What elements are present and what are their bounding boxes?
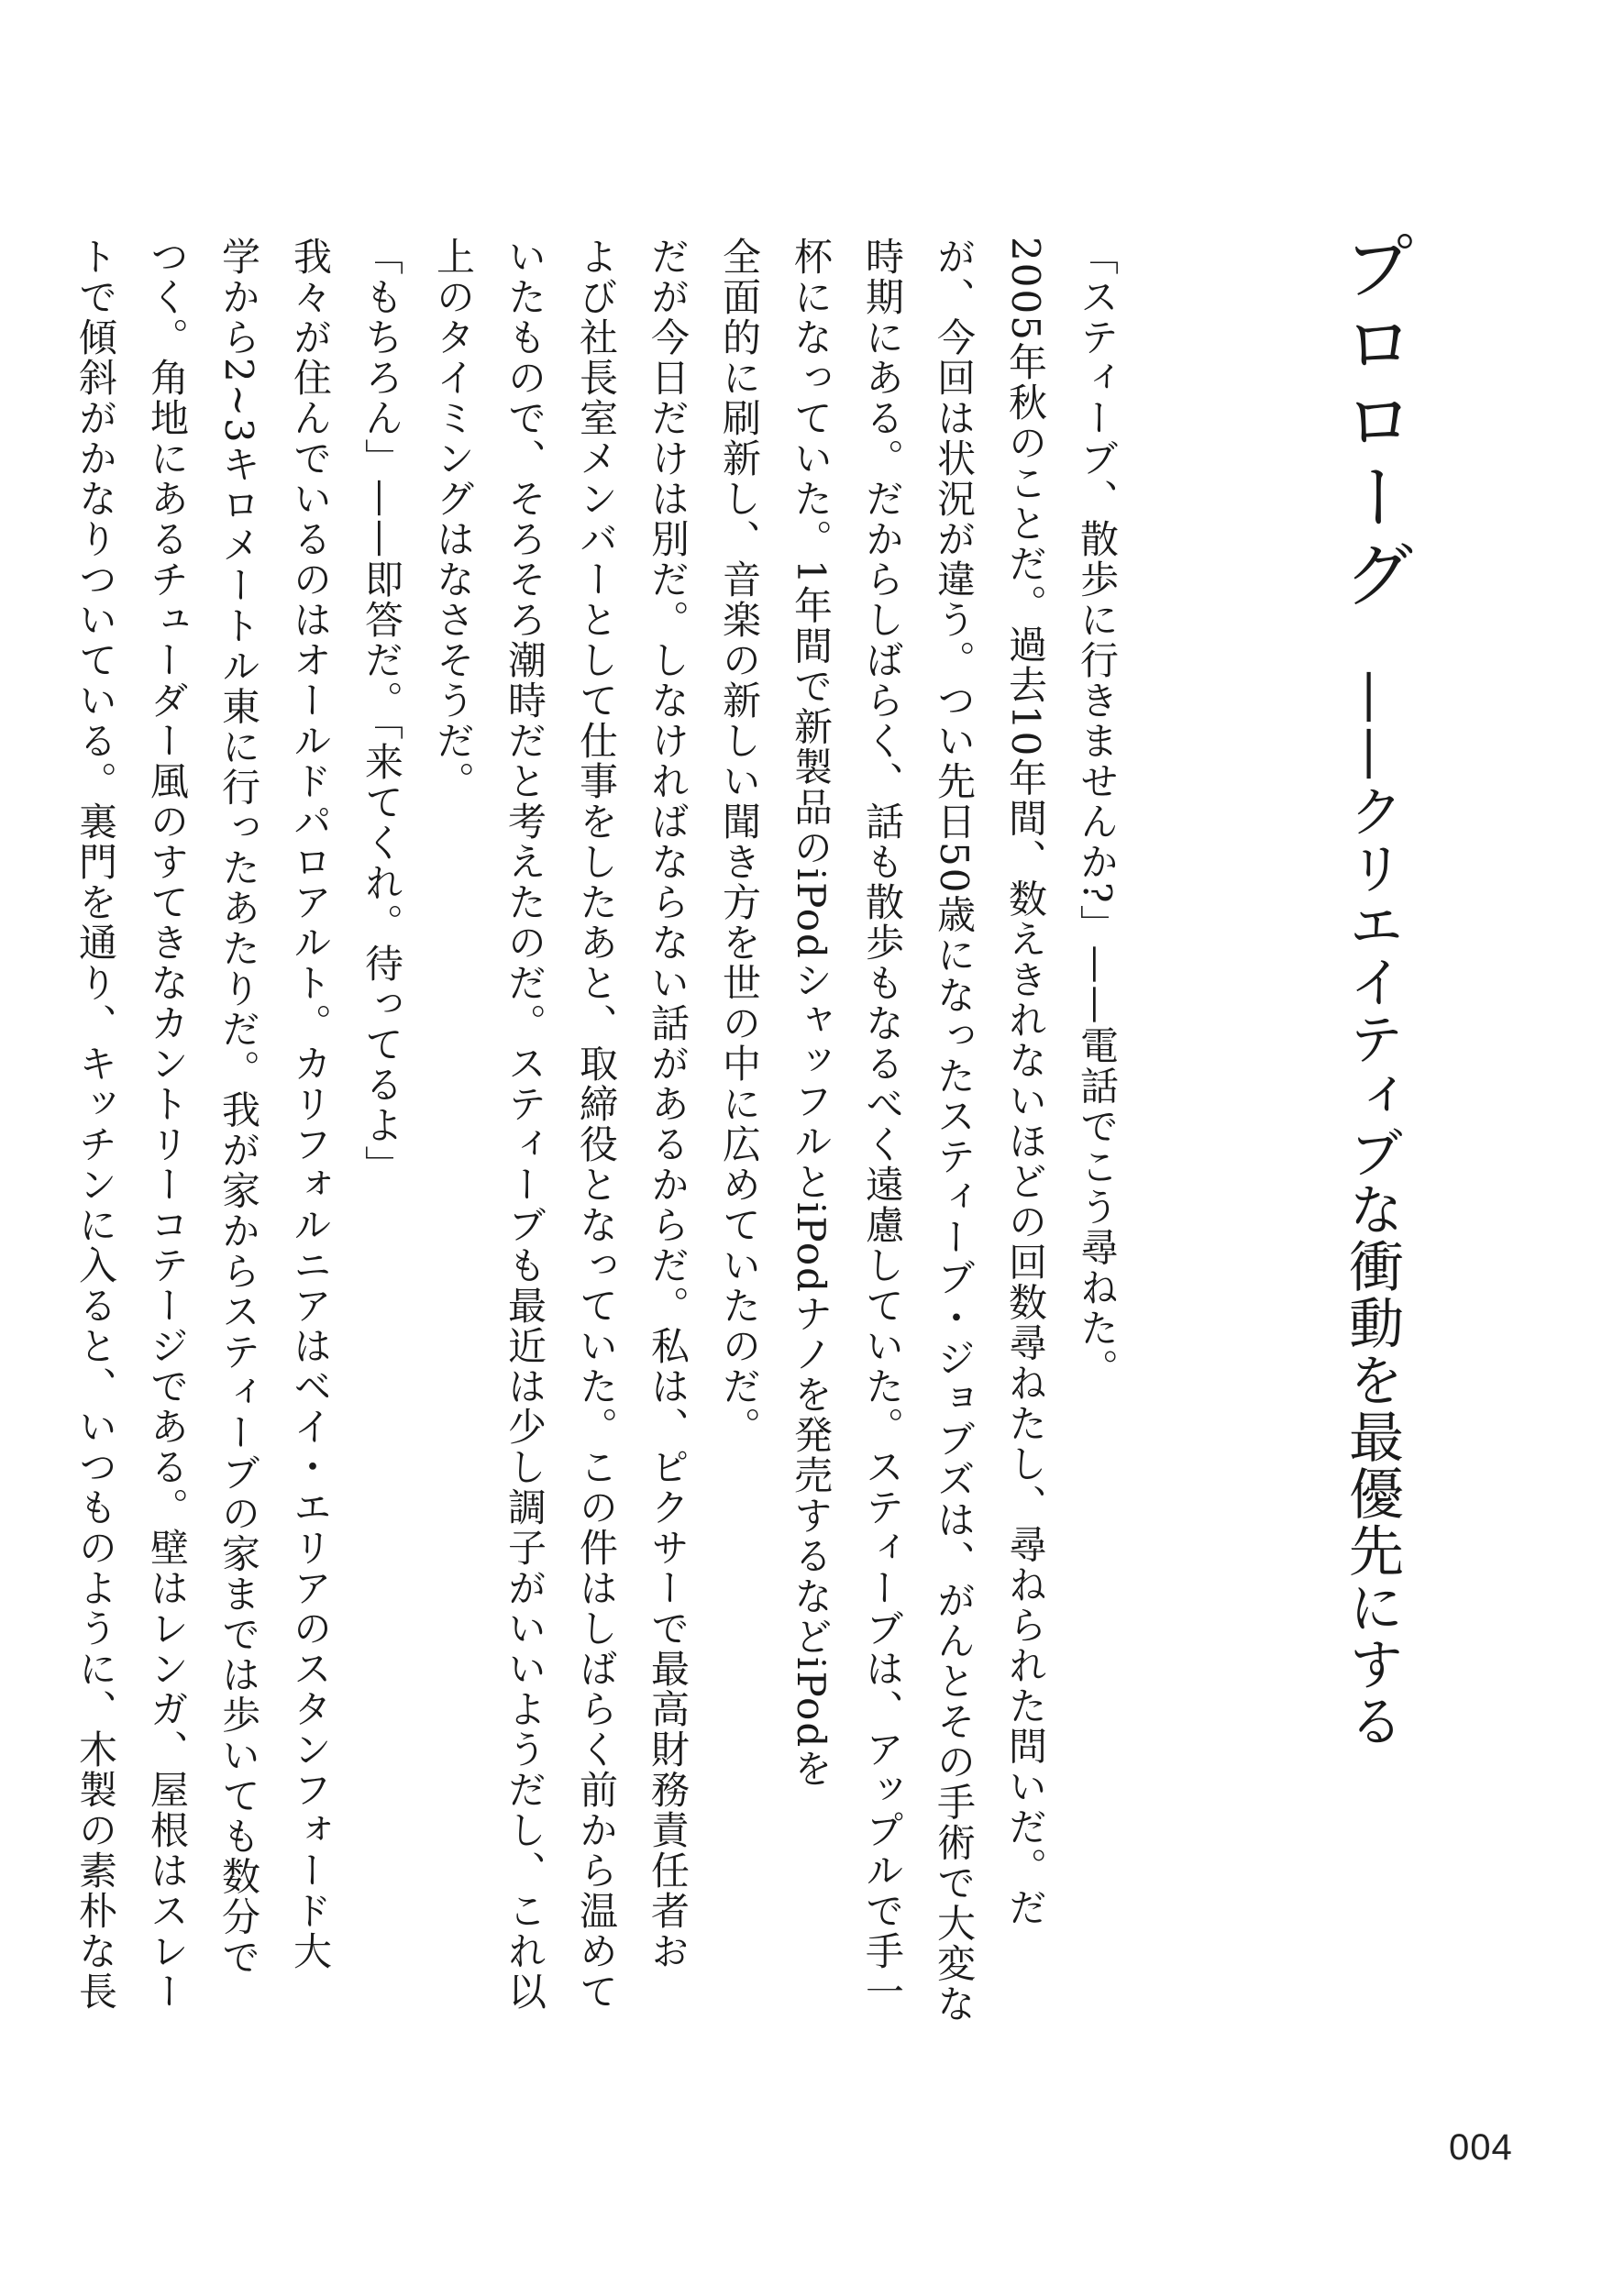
page-number: 004 [1449,2127,1513,2168]
body-line: だが今日だけは別だ。しなければならない話があるからだ。私は、ピクサーで最高財務責任者お [646,237,690,1971]
body-text [73,237,1132,2025]
chapter-title: プロローグ [1331,229,1414,614]
body-line: 学から2~3キロメートル東に行ったあたりだ。我が家からスティーブの家までは歩いても数分で [216,237,261,1978]
body-line: 全面的に刷新し、音楽の新しい聞き方を世の中に広めていたのだ。 [717,237,762,1447]
body-line: 我々が住んでいるのはオールドパロアルト。カリフォルニアはベイ・エリアのスタンフォード大 [288,237,333,1971]
body-line: つく。角地にあるチューダー風のすてきなカントリーコテージである。壁はレンガ、屋根はスレー [145,237,190,2012]
body-line: 上のタイミングはなさそうだ。 [431,237,476,801]
chapter-subtitle: ——クリエイティブな衝動を最優先にする [1340,669,1404,1750]
body-line: 2005年秋のことだ。過去10年間、数えきれないほどの回数尋ねたし、尋ねられた問いだ。だ [1003,237,1048,1928]
body-line: 杯になっていた。1年間で新製品のiPodシャッフルとiPodナノを発売するなどiPodを [789,237,834,1790]
body-line: 「スティーブ、散歩に行きませんか?」——電話でこう尋ねた。 [1075,237,1120,1389]
body-line: 時期にある。だからしばらく、話も散歩もなるべく遠慮していた。スティーブは、アップルで手一 [860,237,905,2012]
body-line: が、今回は状況が違う。つい先日50歳になったスティーブ・ジョブズは、がんとその手術で大変な [932,237,977,2025]
body-line: よび社長室メンバーとして仕事をしたあと、取締役となっていた。この件はしばらく前から温めて [574,237,619,2012]
body-line: トで傾斜がかなりついている。裏門を通り、キッチンに入ると、いつものように、木製の素朴な長 [73,237,118,2012]
body-line: いたもので、そろそろ潮時だと考えたのだ。スティーブも最近は少し調子がいいようだし、これ以 [503,237,547,2012]
body-line: 「もちろん」——即答だ。「来てくれ。待ってるよ」 [359,237,404,1186]
